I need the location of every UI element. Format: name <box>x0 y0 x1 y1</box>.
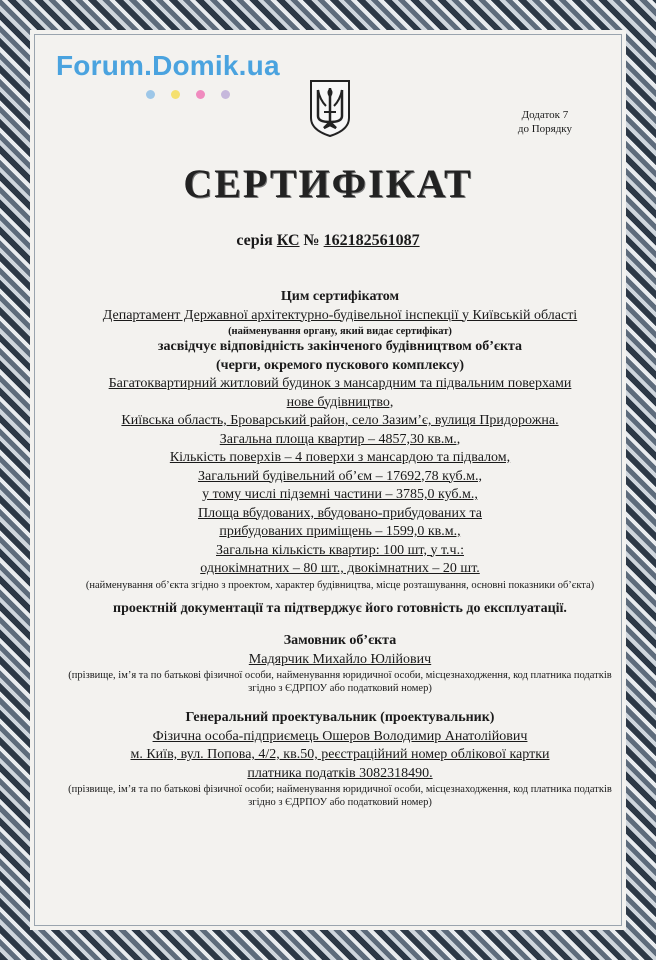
conformity-text: проектній документації та підтверджує його готовність до експлуатації. <box>113 600 567 616</box>
annex-note <box>518 108 572 136</box>
issuer-name: Департамент Державної архітектурно-будівельної інспекції у Київській області <box>102 307 578 323</box>
watermark-dots <box>146 90 230 99</box>
object-line: Багатоквартирний житловий будинок з мансардним та підвальним поверхами <box>108 376 572 391</box>
object-line: Загальна площа квартир – 4857,30 кв.м., <box>219 431 461 447</box>
annex-line: Додаток 7 <box>521 109 569 121</box>
object-line: у тому числі підземні частини – 3785,0 куб.м., <box>202 487 478 502</box>
customer-heading: Замовник об’єкта <box>283 633 397 648</box>
object-line: Київська область, Броварський район, село Зазим’є, вулиця Придорожна. <box>121 413 559 428</box>
object-line: Площа вбудованих, вбудовано-прибудованих та <box>198 505 482 521</box>
object-line: Загальна кількість квартир: 100 шт, у т.ч.: <box>216 542 464 558</box>
designer-line: платника податків 3082318490. <box>247 765 433 781</box>
watermark-dot <box>171 90 180 99</box>
certificate-number: 162182561087 <box>323 232 420 249</box>
certifies-note: (черги, окремого пускового комплексу) <box>216 357 464 373</box>
issuer-note: (найменування органу, який видає сертифікат) <box>228 326 452 337</box>
designer-heading: Генеральний проектувальник (проектувальник) <box>185 710 495 725</box>
watermark-dot <box>196 90 205 99</box>
object-line: Загальний будівельний об’єм – 17692,78 куб.м., <box>197 468 483 484</box>
object-note: (найменування об’єкта згідно з проектом, характер будівництва, місце розташування, основні показники об’єкта) <box>85 579 595 591</box>
designer-line: м. Київ, вул. Попова, 4/2, кв.50, реєстраційний номер облікової картки <box>130 747 550 762</box>
watermark-dot <box>146 90 155 99</box>
object-line: однокімнатних – 80 шт., двокімнатних – 20 шт. <box>200 561 480 576</box>
customer-note: (прізвище, ім’я та по батькові фізичної особи, найменування юридичної особи, місцезнаходження, код платника податків згідно з ЄДРПОУ або податковий номер) <box>68 670 612 694</box>
series-line <box>0 232 656 250</box>
certifies-text: засвідчує відповідність закінченого будівництвом об’єкта <box>157 339 523 354</box>
watermark-dot <box>221 90 230 99</box>
designer-note: (прізвище, ім’я та по батькові фізичної особи; найменування юридичної особи, місцезнаходження, код платника податків згідно з ЄДРПОУ або податковий номер) <box>68 784 612 808</box>
series-code: КС <box>276 232 300 249</box>
annex-line: до Порядку <box>517 123 572 135</box>
trident-coat-of-arms-icon <box>308 78 352 138</box>
designer-line: Фізична особа-підприємець Ошеров Володимир Анатолійович <box>152 728 528 744</box>
document-title: СЕРТИФІКАТ <box>183 161 473 206</box>
customer-name: Мадярчик Михайло Юлійович <box>248 651 432 667</box>
number-sign: № <box>303 232 320 249</box>
watermark-text: Forum.Domik.ua <box>56 50 280 81</box>
certificate-body <box>60 288 620 809</box>
intro-text: Цим сертифікатом <box>280 289 400 304</box>
object-line: Кількість поверхів – 4 поверхи з мансардою та підвалом, <box>169 450 511 465</box>
object-line: нове будівництво, <box>286 394 394 410</box>
object-line: прибудованих приміщень – 1599,0 кв.м., <box>219 524 461 539</box>
series-prefix: серія <box>236 232 273 249</box>
